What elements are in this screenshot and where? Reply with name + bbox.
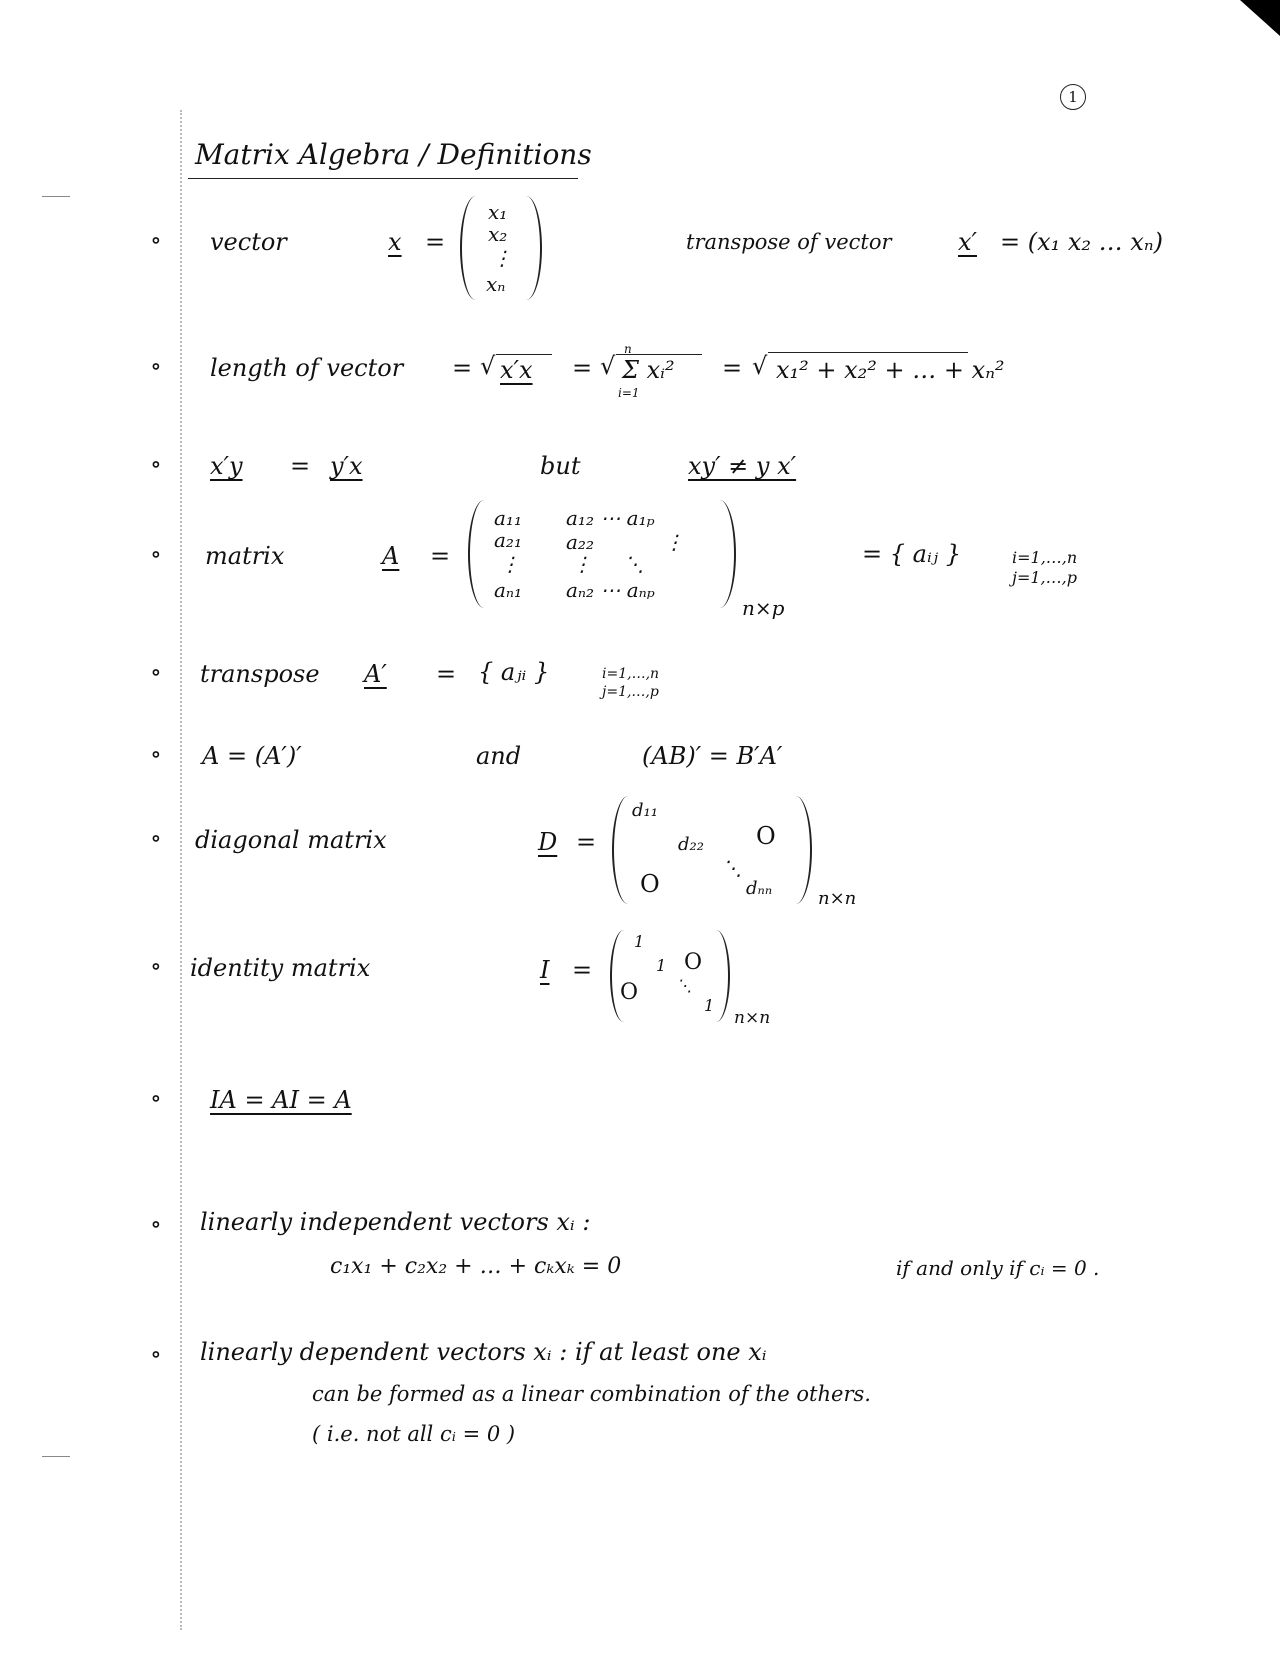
bullet: ∘: [150, 740, 162, 768]
matrix-label: matrix: [205, 542, 285, 570]
vector-eq: =: [425, 228, 446, 256]
identity-size: n×n: [734, 1008, 771, 1028]
bullet: ∘: [150, 352, 162, 380]
identity-zero: O: [684, 950, 703, 975]
transpose-vector-label: transpose of vector: [686, 230, 892, 254]
identity-one: 1: [656, 956, 667, 975]
independent-expr: c₁x₁ + c₂x₂ + … + cₖxₖ = 0: [330, 1254, 622, 1279]
matrix-index-i: i=1,…,n: [1012, 548, 1078, 567]
matrix-eq: =: [430, 542, 451, 570]
diagonal-dots: ⋱: [722, 856, 742, 880]
length-eq: =: [452, 354, 473, 382]
matrix-cell: a₂₂: [566, 530, 594, 554]
matrix-index-j: j=1,…,p: [1012, 568, 1077, 587]
bullet: ∘: [150, 1340, 162, 1368]
vector-entry: x₁: [488, 200, 508, 224]
bullet: ∘: [150, 1210, 162, 1238]
identity-zero: O: [620, 980, 639, 1005]
vector-entry: ⋮: [492, 246, 512, 270]
diagonal-size: n×n: [818, 888, 857, 909]
vector-entry: x₂: [488, 222, 508, 246]
length-label: length of vector: [210, 354, 404, 382]
transpose-rule-lhs: A = (A′)′: [202, 742, 302, 770]
commute-expr: xy′ ≠ y x′: [688, 452, 797, 480]
page-corner-mark: [1240, 0, 1280, 36]
title-underline: [188, 178, 578, 179]
commute-but: but: [540, 452, 581, 480]
sqrt-icon: √: [600, 352, 616, 380]
bullet: ∘: [150, 658, 162, 686]
matrix-cell: ⋮: [500, 552, 520, 576]
diagonal-label: diagonal matrix: [195, 826, 387, 854]
identity-one: 1: [704, 996, 715, 1015]
sum-lower-limit: i=1: [618, 386, 640, 400]
sqrt-icon: √: [480, 352, 496, 380]
diagonal-eq: =: [576, 828, 597, 856]
vector-lhs: x: [388, 228, 402, 256]
matrix-cell: aₙ₂ ⋯ aₙₚ: [566, 578, 655, 602]
transpose-index-i: i=1,…,n: [602, 666, 660, 682]
dependent-label: linearly dependent vectors xᵢ : if at least one xᵢ: [200, 1338, 767, 1366]
bullet: ∘: [150, 824, 162, 852]
dependent-line-3: ( i.e. not all cᵢ = 0 ): [312, 1422, 516, 1446]
identity-product: IA = AI = A: [210, 1086, 352, 1114]
transpose-rhs: { aⱼᵢ }: [478, 658, 550, 686]
matrix-cell: ⋱: [624, 552, 644, 576]
vector-entry: xₙ: [486, 272, 506, 296]
length-eq: =: [722, 354, 743, 382]
diagonal-d22: d₂₂: [678, 834, 704, 855]
length-expr-1: x′x: [500, 356, 533, 384]
matrix-cell: a₁₁: [494, 506, 522, 530]
commute-rhs: y′x: [330, 452, 363, 480]
margin-tick: [42, 196, 70, 197]
transpose-rule-rhs: (AB)′ = B′A′: [642, 742, 783, 770]
identity-dots: ⋱: [676, 976, 692, 995]
length-eq: =: [572, 354, 593, 382]
diagonal-zero: O: [756, 822, 776, 850]
matrix-set-expr: = { aᵢⱼ }: [862, 540, 962, 568]
diagonal-d11: d₁₁: [632, 800, 658, 821]
matrix-cell: ⋮: [664, 530, 684, 554]
bullet: ∘: [150, 540, 162, 568]
identity-one: 1: [634, 932, 645, 951]
bullet: ∘: [150, 450, 162, 478]
diagonal-dnn: dₙₙ: [746, 878, 773, 899]
bullet: ∘: [150, 226, 162, 254]
length-expr-2: Σ xᵢ²: [622, 356, 675, 384]
commute-eq: =: [290, 452, 311, 480]
matrix-cell: ⋮: [572, 552, 592, 576]
bullet: ∘: [150, 1084, 162, 1112]
transpose-label: transpose: [200, 660, 320, 688]
diagonal-lhs: D: [538, 828, 558, 856]
margin-tick: [42, 1456, 70, 1457]
independent-condition: if and only if cᵢ = 0 .: [896, 1256, 1100, 1280]
matrix-cell: a₂₁: [494, 528, 522, 552]
vector-label: vector: [210, 228, 287, 256]
identity-label: identity matrix: [190, 954, 371, 982]
page-number: 1: [1060, 84, 1086, 110]
transpose-vector-lhs: x′: [958, 228, 977, 256]
matrix-size: n×p: [742, 596, 785, 620]
independent-label: linearly independent vectors xᵢ :: [200, 1208, 591, 1236]
matrix-cell: a₁₂ ⋯ a₁ₚ: [566, 506, 655, 530]
commute-lhs: x′y: [210, 452, 243, 480]
page-title: Matrix Algebra / Definitions: [195, 138, 592, 171]
radical-bar: [496, 354, 552, 355]
margin-line: [180, 110, 182, 1630]
matrix-cell: aₙ₁: [494, 578, 523, 602]
transpose-lhs: A′: [364, 660, 387, 688]
dependent-line-2: can be formed as a linear combination of the others.: [312, 1382, 871, 1406]
sqrt-icon: √: [752, 352, 768, 380]
transpose-rule-and: and: [476, 742, 522, 770]
radical-bar: [768, 352, 968, 353]
diagonal-zero: O: [640, 870, 660, 898]
transpose-index-j: j=1,…,p: [602, 684, 659, 700]
matrix-lhs: A: [382, 542, 400, 570]
identity-eq: =: [572, 956, 593, 984]
transpose-eq: =: [436, 660, 457, 688]
bullet: ∘: [150, 952, 162, 980]
transpose-vector-rhs: = (x₁ x₂ … xₙ): [1000, 228, 1163, 256]
sum-upper-limit: n: [624, 342, 632, 356]
identity-lhs: I: [540, 956, 550, 984]
length-expr-3: x₁² + x₂² + … + xₙ²: [776, 356, 1005, 384]
